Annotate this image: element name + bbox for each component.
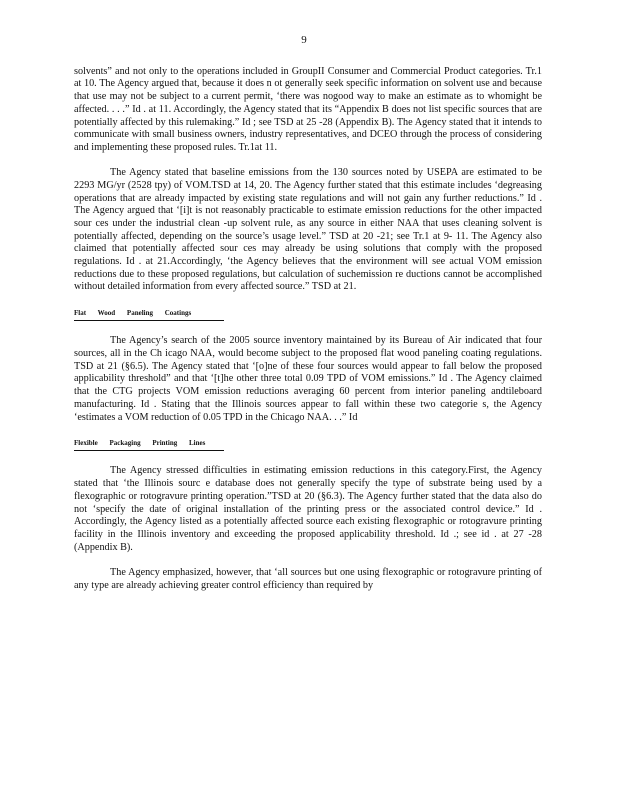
paragraph-baseline-emissions: The Agency stated that baseline emissions from the 130 sources noted by USEPA are estimated to be 2293 MG/yr (2528 tpy) of VOM.TSD at 14, 20. The Agency further stated that this estimate includes ‘degreasing operations that are already impacted by existing state regulations and will not gain any further reductions.” Id . The Agency argued that ‘[i]t is not reasonably practicable to estimate emission reductions for the other impacted sour ces under the industrial clean -up solvent rule, as any source in either NAA that uses cleaning solvent is potentially affected, depending on the source’s usage level.” TSD at 20 -21; see Tr.1 at 9- 11. The Agency also claimed that potentially affected sour ces may already be using solutions that comply with the proposed regulations. Id . at 21.Accordingly, ‘the Agency believes that the environment will see actual VOM emission reductions due to these proposed regulations, but calculation of suchemission re ductions cannot be accomplished without detailed information from every affected source.” TSD at 21. bbox=[74, 167, 542, 293]
paragraph-flat-wood-paneling: The Agency’s search of the 2005 source inventory maintained by its Bureau of Air indicated that four sources, all in the Ch icago NAA, would become subject to the proposed flat wood paneling coating regulations. TSD at 21 (§6.5). The Agency stated that ‘[o]ne of these four sources would appear to fall below the proposed applicability threshold” and that ‘[t]he other three total 0.09 TPD of VOM emissions.” Id . The Agency claimed that the CTG projects VOM emission reductions averaging 60 percent from interior paneling andtileboard manufacturing. Id . Stating that the Illinois sources appear to fall within these two categorie s, the Agency ‘estimates a VOM reduction of 0.05 TPD in the Chicago NAA. . .” Id bbox=[74, 335, 542, 423]
paragraph-solvents: solvents” and not only to the operations included in GroupII Consumer and Commercial Product categories. Tr.1 at 10. The Agency argued that, because it does n ot generally seek specific information on solvent use and because that use may not be subject to a current permit, ‘there was nogood way to make an estimate as to whomight be affected. . . .” Id . at 11. Accordingly, the Agency stated that its “Appendix B does not list specific sources that are potentially affected by this rulemaking.” Id ; see TSD at 25 -28 (Appendix B). The Agency stated that it intends to communicate with small business owners, industry representatives, and DCEO through the process of considering and implementing these proposed rules. Tr.1at 11. bbox=[74, 65, 542, 153]
section-heading-flat-wood-paneling: Flat Wood Paneling Coatings bbox=[74, 307, 224, 322]
paragraph-flexible-packaging: The Agency stressed difficulties in estimating emission reductions in this category.First, the Agency stated that ‘the Illinois sourc e database does not generally specify the type of substrate being used by a flexographic or rotogravure printing operation.”TSD at 20 (§6.3). The Agency further stated that the data also do not ‘specify the date of original installation of the printing press or the associated control device.” Id . Accordingly, the Agency listed as a potentially affected source each existing flexographic or rotogravure printing facility in the Illinois inventory and exceeding the proposed applicability threshold. Id .; see id . at 27 -28 (Appendix B). bbox=[74, 465, 542, 553]
paragraph-agency-emphasized: The Agency emphasized, however, that ‘all sources but one using flexographic or rotogravure printing of any type are already achieving greater control efficiency than required by bbox=[74, 566, 542, 591]
document-page bbox=[74, 34, 542, 605]
section-heading-flexible-packaging: Flexible Packaging Printing Lines bbox=[74, 437, 224, 452]
page-number: 9 bbox=[301, 34, 307, 46]
